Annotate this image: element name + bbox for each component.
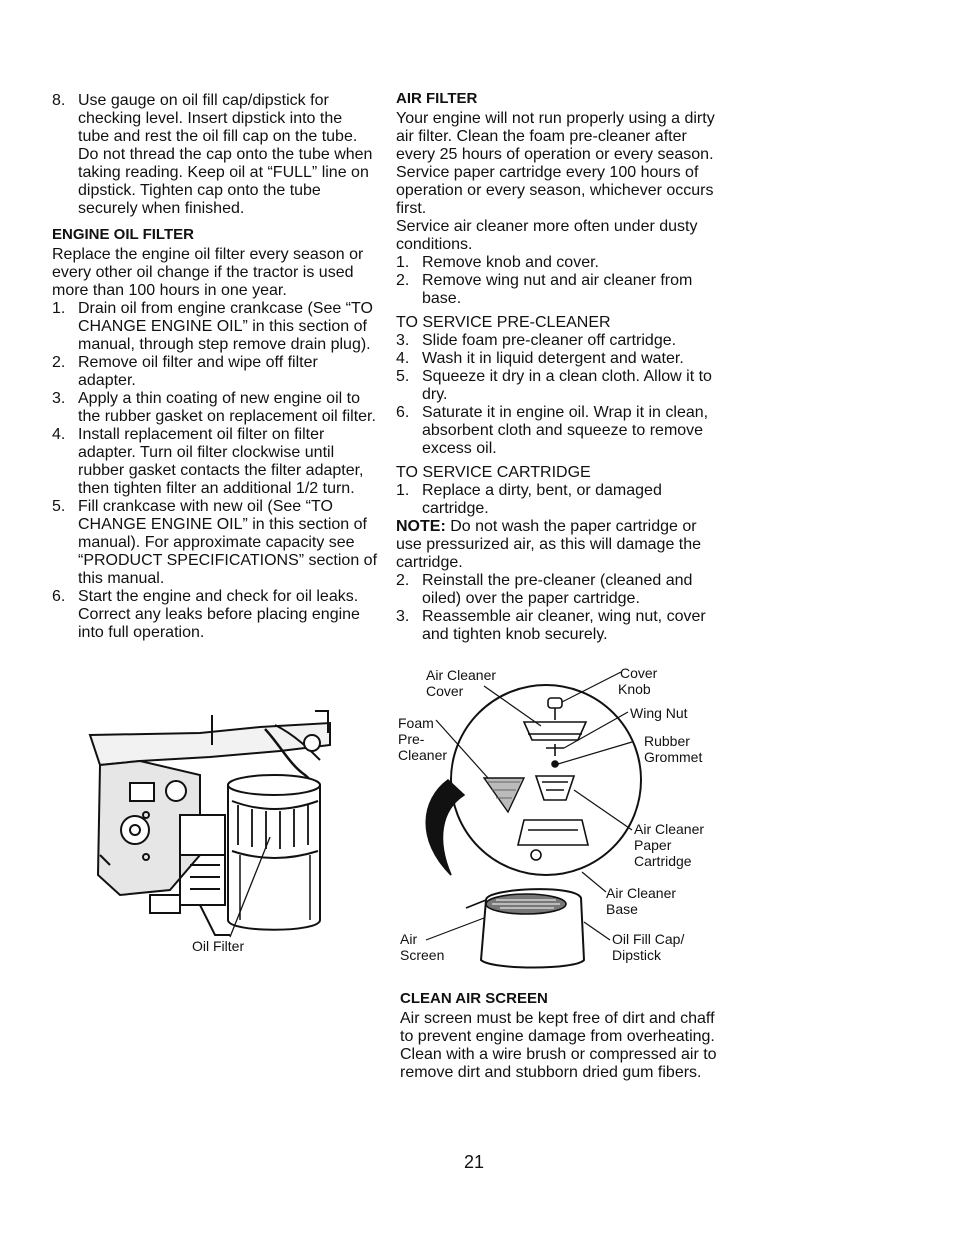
- step-text: Drain oil from engine crankcase (See “TO CHANGE ENGINE OIL” in this section of manual, through step remove drain plug).: [78, 300, 373, 353]
- label-paper-cartridge-line2: Paper: [634, 837, 672, 853]
- label-paper-cartridge-line3: Cartridge: [634, 853, 692, 869]
- step-text: Remove wing nut and air cleaner from base.: [422, 272, 693, 307]
- clean-air-screen-text: Air screen must be kept free of dirt and chaff to prevent engine damage from overheating. Clean with a wire brush or compressed air to remove dirt and stubborn dried gum fibers.: [400, 1010, 717, 1081]
- list-item: [396, 404, 726, 458]
- label-foam-line1: Foam: [398, 715, 434, 731]
- list-item: [52, 92, 377, 218]
- list-item: [396, 572, 726, 608]
- step-number: 3.: [52, 390, 66, 407]
- step-number: 2.: [396, 272, 410, 289]
- page-number: 21: [464, 1152, 485, 1172]
- step-number: 6.: [396, 404, 410, 421]
- engine-oil-filter-heading: ENGINE OIL FILTER: [52, 226, 194, 243]
- air-filter-intro: Your engine will not run properly using a dirty air filter. Clean the foam pre-cleaner after every 25 hours of operation or every season. Service paper cartridge every 100 hours of operation or every season, whichever occurs first.: [396, 110, 715, 217]
- oil-filter-label: Oil Filter: [192, 938, 245, 954]
- step-text: Start the engine and check for oil leaks. Correct any leaks before placing engine into full operation.: [78, 588, 360, 641]
- step-text: Squeeze it dry in a clean cloth. Allow it to dry.: [422, 368, 712, 403]
- left-column: [52, 92, 377, 642]
- label-foam-line2: Pre-: [398, 731, 425, 747]
- step-text: Saturate it in engine oil. Wrap it in clean, absorbent cloth and squeeze to remove excess oil.: [422, 404, 709, 457]
- step-number: 2.: [396, 572, 410, 589]
- label-oil-fill-cap-line1: Oil Fill Cap/: [612, 931, 685, 947]
- right-column: [396, 90, 726, 644]
- step-number: 4.: [52, 426, 66, 443]
- step-text: Remove knob and cover.: [422, 254, 599, 271]
- label-oil-fill-cap-line2: Dipstick: [612, 947, 662, 963]
- list-item: [396, 272, 726, 308]
- label-air-screen-line1: Air: [400, 931, 418, 947]
- list-item: [52, 426, 377, 498]
- oil-check-steps: [52, 92, 377, 218]
- step-number: 1.: [396, 482, 410, 499]
- list-item: [52, 588, 377, 642]
- step-text: Fill crankcase with new oil (See “TO CHANGE ENGINE OIL” in this section of manual). For approximate capacity see “PRODUCT SPECIFICATIONS” section of this manual.: [78, 498, 378, 587]
- step-number: 8.: [52, 92, 66, 109]
- step-number: 1.: [52, 300, 66, 317]
- air-filter-steps: [396, 254, 726, 308]
- cartridge-heading: TO SERVICE CARTRIDGE: [396, 464, 591, 481]
- list-item: [52, 300, 377, 354]
- step-text: Reinstall the pre-cleaner (cleaned and oiled) over the paper cartridge.: [422, 572, 693, 607]
- cartridge-note: [396, 518, 726, 572]
- step-text: Use gauge on oil fill cap/dipstick for checking level. Insert dipstick into the tube and rest the oil fill cap on the tube. Do not thread the cap onto the tube when taking reading. Keep oil at “FULL” line on dipstick. Tighten cap onto the tube securely when finished.: [78, 92, 373, 217]
- pre-cleaner-steps: [396, 332, 726, 458]
- step-number: 5.: [52, 498, 66, 515]
- list-item: [52, 498, 377, 588]
- label-air-cleaner-cover-line2: Cover: [426, 683, 464, 699]
- step-text: Remove oil filter and wipe off filter adapter.: [78, 354, 318, 389]
- label-air-cleaner-cover-line1: Air Cleaner: [426, 667, 497, 683]
- label-rubber-grommet-line1: Rubber: [644, 733, 690, 749]
- list-item: [396, 332, 726, 350]
- label-cover-knob-line1: Cover: [620, 665, 658, 681]
- clean-air-screen-section: [400, 990, 730, 1082]
- step-number: 6.: [52, 588, 66, 605]
- label-air-screen-line2: Screen: [400, 947, 445, 963]
- step-number: 1.: [396, 254, 410, 271]
- step-text: Install replacement oil filter on filter adapter. Turn oil filter clockwise until rubber gasket contacts the filter adapter, then tighten filter an additional 1/2 turn.: [78, 426, 364, 497]
- list-item: [396, 350, 726, 368]
- cartridge-steps-continued: [396, 572, 726, 644]
- list-item: [396, 608, 726, 644]
- list-item: [396, 254, 726, 272]
- label-paper-cartridge-line1: Air Cleaner: [634, 821, 705, 837]
- step-number: 3.: [396, 332, 410, 349]
- label-wing-nut: Wing Nut: [630, 705, 688, 721]
- air-filter-heading: AIR FILTER: [396, 90, 478, 107]
- label-air-cleaner-base-line2: Base: [606, 901, 638, 917]
- air-cleaner-diagram: [396, 660, 726, 980]
- note-label: NOTE:: [396, 518, 446, 535]
- step-text: Reassemble air cleaner, wing nut, cover and tighten knob securely.: [422, 608, 706, 643]
- oil-filter-figure: [80, 705, 350, 960]
- step-number: 3.: [396, 608, 410, 625]
- pre-cleaner-heading: TO SERVICE PRE-CLEANER: [396, 314, 611, 331]
- label-cover-knob-line2: Knob: [618, 681, 651, 697]
- list-item: [396, 368, 726, 404]
- note-text: Do not wash the paper cartridge or use pressurized air, as this will damage the cartridge.: [396, 518, 702, 571]
- label-rubber-grommet-line2: Grommet: [644, 749, 703, 765]
- step-number: 4.: [396, 350, 410, 367]
- label-foam-line3: Cleaner: [398, 747, 448, 763]
- list-item: [52, 354, 377, 390]
- cartridge-steps: [396, 482, 726, 518]
- step-number: 2.: [52, 354, 66, 371]
- air-filter-intro-2: Service air cleaner more often under dusty conditions.: [396, 218, 698, 253]
- step-text: Apply a thin coating of new engine oil to the rubber gasket on replacement oil filter.: [78, 390, 376, 425]
- step-text: Slide foam pre-cleaner off cartridge.: [422, 332, 677, 349]
- air-cleaner-figure: [396, 660, 726, 980]
- step-number: 5.: [396, 368, 410, 385]
- list-item: [396, 482, 726, 518]
- list-item: [52, 390, 377, 426]
- engine-oil-filter-intro: Replace the engine oil filter every season or every other oil change if the tractor is used more than 100 hours in one year.: [52, 246, 364, 299]
- oil-filter-illustration: [80, 705, 350, 960]
- step-text: Wash it in liquid detergent and water.: [422, 350, 684, 367]
- label-air-cleaner-base-line1: Air Cleaner: [606, 885, 677, 901]
- clean-air-screen-heading: CLEAN AIR SCREEN: [400, 990, 548, 1007]
- step-text: Replace a dirty, bent, or damaged cartridge.: [422, 482, 662, 517]
- oil-filter-steps: [52, 300, 377, 642]
